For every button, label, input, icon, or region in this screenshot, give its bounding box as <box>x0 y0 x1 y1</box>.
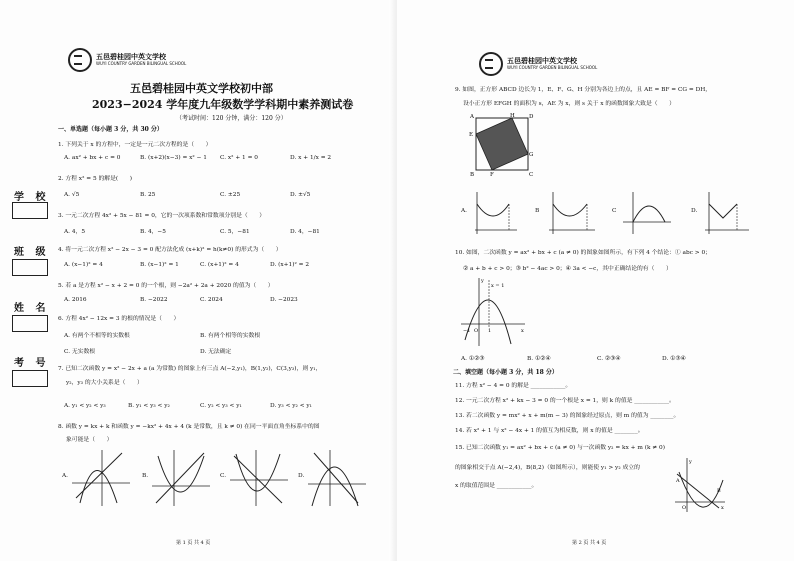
square-label-h: H <box>510 113 515 119</box>
q10-label-neg1: −1 <box>463 328 471 334</box>
q3-option-d: D. 4，−81 <box>290 229 320 235</box>
square-label-g: G <box>529 152 534 158</box>
q7-option-b: B. y₁ < y₃ < y₂ <box>128 403 170 409</box>
logo-subtext: WUYI COUNTRY GARDEN BILINGUAL SCHOOL <box>96 60 187 66</box>
q15-label-y: y <box>689 459 692 465</box>
question-7-line1: 7. 已知二次函数 y = x² − 2x + a (a 为常数) 的图象上有三点 A(−2,y₁)，B(1,y₂)，C(3,y₃)，则 y₁， <box>58 366 322 372</box>
q2-option-c: C. ±25 <box>220 192 241 198</box>
question-1: 1. 下列关于 x 的方程中，一定是一元二次方程的是（ ） <box>58 142 212 148</box>
q15-label-x: x <box>721 505 724 511</box>
square-label-a: A <box>470 114 474 120</box>
q8-graph-d <box>308 448 368 508</box>
question-8-line2: 象可能是（ ） <box>66 437 113 443</box>
square-label-f: F <box>490 172 494 178</box>
q15-label-a: A <box>676 478 680 484</box>
q4-option-b: B. (x−1)² = 1 <box>140 262 179 268</box>
exam-info: （考试时间：120 分钟，满分：120 分） <box>176 115 287 122</box>
q2-option-d: D. ±√5 <box>290 192 311 198</box>
question-9-line2: 设小正方形 EFGH 的面积为 s，AE 为 x，则 s 关于 x 的函数图象大致是（ ） <box>463 101 675 107</box>
logo-text: 五邑碧桂园中英文学校 <box>96 52 166 61</box>
q6-option-d: D. 无法确定 <box>200 349 232 355</box>
square-label-b: B <box>470 172 475 178</box>
question-14: 14. 若 x² + 1 与 x² − 4x + 1 的值互为相反数，则 x 的值是 ________。 <box>455 428 644 434</box>
q3-option-b: B. 4，−5 <box>140 229 166 235</box>
question-8-line1: 8. 函数 y = kx + k 和函数 y = −kx² + 4x + 4 (k 是常数，且 k ≠ 0) 在同一平面直角坐标系中的图 <box>58 424 320 430</box>
q9-graph-a <box>471 190 519 236</box>
q3-option-c: C. 5，−81 <box>220 229 250 235</box>
q10-label-x: x <box>521 328 524 334</box>
q9-option-c: C <box>612 208 617 214</box>
q1-option-c: C. x² + 1 = 0 <box>220 155 258 161</box>
q8-option-b: B. <box>142 473 149 479</box>
q9-option-a: A. <box>461 208 468 214</box>
exam-number-field[interactable] <box>12 370 48 387</box>
question-10-line2: ② a + b + c > 0；③ b² − 4ac > 0；④ 3a < −c，其中正确结论的有（ ） <box>463 266 672 272</box>
q8-graph-a <box>72 448 132 508</box>
section-single-choice: 一、单选题（每小题 3 分，共 30 分） <box>58 126 163 133</box>
logo-subtext: WUYI COUNTRY GARDEN BILINGUAL SCHOOL <box>507 64 598 70</box>
question-2: 2. 方程 x² = 5 的解是( ) <box>58 176 132 182</box>
q15-label-origin: O <box>682 505 687 511</box>
q8-option-c: C. <box>220 473 227 479</box>
q8-option-d: D. <box>298 473 305 479</box>
side-label-class: 班 级 <box>14 247 50 258</box>
q9-graph-b <box>545 190 597 236</box>
q9-graph-d <box>703 190 751 236</box>
q5-option-d: D. −2023 <box>270 297 298 303</box>
q5-option-c: C. 2024 <box>200 297 223 303</box>
q2-option-a: A. √5 <box>64 192 80 198</box>
q5-option-b: B. −2022 <box>140 297 168 303</box>
square-label-e: E <box>469 132 474 138</box>
q6-option-a: A. 有两个不相等的实数根 <box>64 333 130 339</box>
question-15-line3: x 的取值范围是 ____________。 <box>455 483 538 489</box>
school-field[interactable] <box>12 202 48 219</box>
q8-graph-c <box>230 448 290 508</box>
q4-option-a: A. (x−1)² = 4 <box>64 262 103 268</box>
school-logo-right <box>479 52 597 76</box>
q7-option-d: D. y₃ < y₂ < y₁ <box>270 403 313 409</box>
q9-square-figure <box>470 112 534 176</box>
q15-figure <box>675 458 727 512</box>
side-label-school: 学 校 <box>14 192 50 203</box>
q8-option-a: A. <box>62 473 69 479</box>
question-4: 4. 将一元二次方程 x² − 2x − 3 = 0 配方法化成 (x+k)² = h(k≠0) 的形式为（ ） <box>58 247 282 253</box>
question-15-line2: 的图象相交于点 A(−2,4)，B(8,2)（如图所示），则能使 y₁ > y₂ 成立的 <box>455 465 640 471</box>
class-field[interactable] <box>12 259 48 276</box>
exam-title: 2023−2024 学年度九年级数学学科期中素养测试卷 <box>92 98 354 111</box>
q10-option-b: B. ①②④ <box>527 356 551 362</box>
logo-text: 五邑碧桂园中英文学校 <box>507 56 577 65</box>
q15-label-b: B <box>717 488 721 494</box>
q6-option-c: C. 无实数根 <box>64 349 96 355</box>
q9-graph-c <box>621 190 673 236</box>
q7-option-c: C. y₂ < y₃ < y₁ <box>200 403 242 409</box>
q1-option-b: B. (x+2)(x−3) = x² − 1 <box>140 155 207 161</box>
school-emblem-icon <box>68 48 92 72</box>
q10-option-a: A. ①②③ <box>461 356 485 362</box>
q4-option-c: C. (x+1)² = 4 <box>200 262 239 268</box>
question-6: 6. 方程 4x² − 12x = 3 的根的情况是（ ） <box>58 316 180 322</box>
q4-option-d: D. (x+1)² = 2 <box>270 262 310 268</box>
school-emblem-icon <box>479 52 503 76</box>
q8-graph-b <box>152 448 212 508</box>
side-label-exam-no: 考 号 <box>14 358 50 369</box>
q7-option-a: A. y₁ < y₂ < y₃ <box>64 403 106 409</box>
question-3: 3. 一元二次方程 4x² + 5x − 81 = 0，它的一次项系数和常数项分别是（ ） <box>58 213 266 219</box>
right-page <box>397 0 794 561</box>
question-11: 11. 方程 x² − 4 = 0 的解是 ____________。 <box>455 383 572 389</box>
q6-option-b: B. 有两个相等的实数根 <box>200 333 261 339</box>
q5-option-a: A. 2016 <box>64 297 87 303</box>
q10-option-d: D. ①③④ <box>662 356 686 362</box>
q3-option-a: A. 4，5 <box>64 229 86 235</box>
square-label-c: C <box>529 172 534 178</box>
page-footer-2: 第 2 页 共 4 页 <box>572 540 607 546</box>
section-fill-in: 二、填空题（每小题 3 分，共 18 分） <box>453 369 558 376</box>
question-10-line1: 10. 如图，二次函数 y = ax² + bx + c (a ≠ 0) 的图象如图所示，有下列 4 个结论：① abc > 0； <box>455 250 711 256</box>
q2-option-b: B. 25 <box>140 192 156 198</box>
question-5: 5. 若 a 是方程 x² − x + 2 = 0 的一个根，则 −2a² + 2a + 2020 的值为（ ） <box>58 283 274 289</box>
q10-parabola-figure <box>461 278 527 348</box>
school-logo <box>68 48 186 72</box>
question-9-line1: 9. 如图，正方形 ABCD 边长为 1，E、F、G、H 分别为各边上的点，且 AE = BF = CG = DH， <box>455 87 712 93</box>
question-12: 12. 一元二次方程 x² + kx − 3 = 0 的一个根是 x = 1，则 k 的值是 ____________。 <box>455 398 675 404</box>
q1-option-d: D. x + 1/x = 2 <box>290 155 332 161</box>
school-title: 五邑碧桂园中英文学校初中部 <box>130 82 273 95</box>
page-footer-1: 第 1 页 共 4 页 <box>176 540 211 546</box>
q10-label-y: y <box>481 278 484 284</box>
q10-label-1: 1 <box>488 328 492 334</box>
q10-label-origin: O <box>474 328 479 334</box>
q1-option-a: A. ax² + bx + c = 0 <box>64 155 121 161</box>
name-field[interactable] <box>12 315 48 332</box>
question-7-line2: y₂，y₃ 的大小关系是（ ） <box>66 380 143 386</box>
q9-option-d: D. <box>691 208 698 214</box>
question-15-line1: 15. 已知二次函数 y₁ = ax² + bx + c (a ≠ 0) 与一次函数 y₂ = kx + m (k ≠ 0) <box>455 445 665 451</box>
q10-option-c: C. ②③④ <box>597 356 621 362</box>
q9-option-b: B <box>535 208 540 214</box>
side-label-name: 姓 名 <box>14 303 50 314</box>
q10-label-axis: x = 1 <box>491 283 505 289</box>
square-label-d: D <box>529 114 534 120</box>
question-13: 13. 若二次函数 y = mx² + x + m(m − 3) 的图象经过原点，则 m 的值为 ________。 <box>455 413 680 419</box>
